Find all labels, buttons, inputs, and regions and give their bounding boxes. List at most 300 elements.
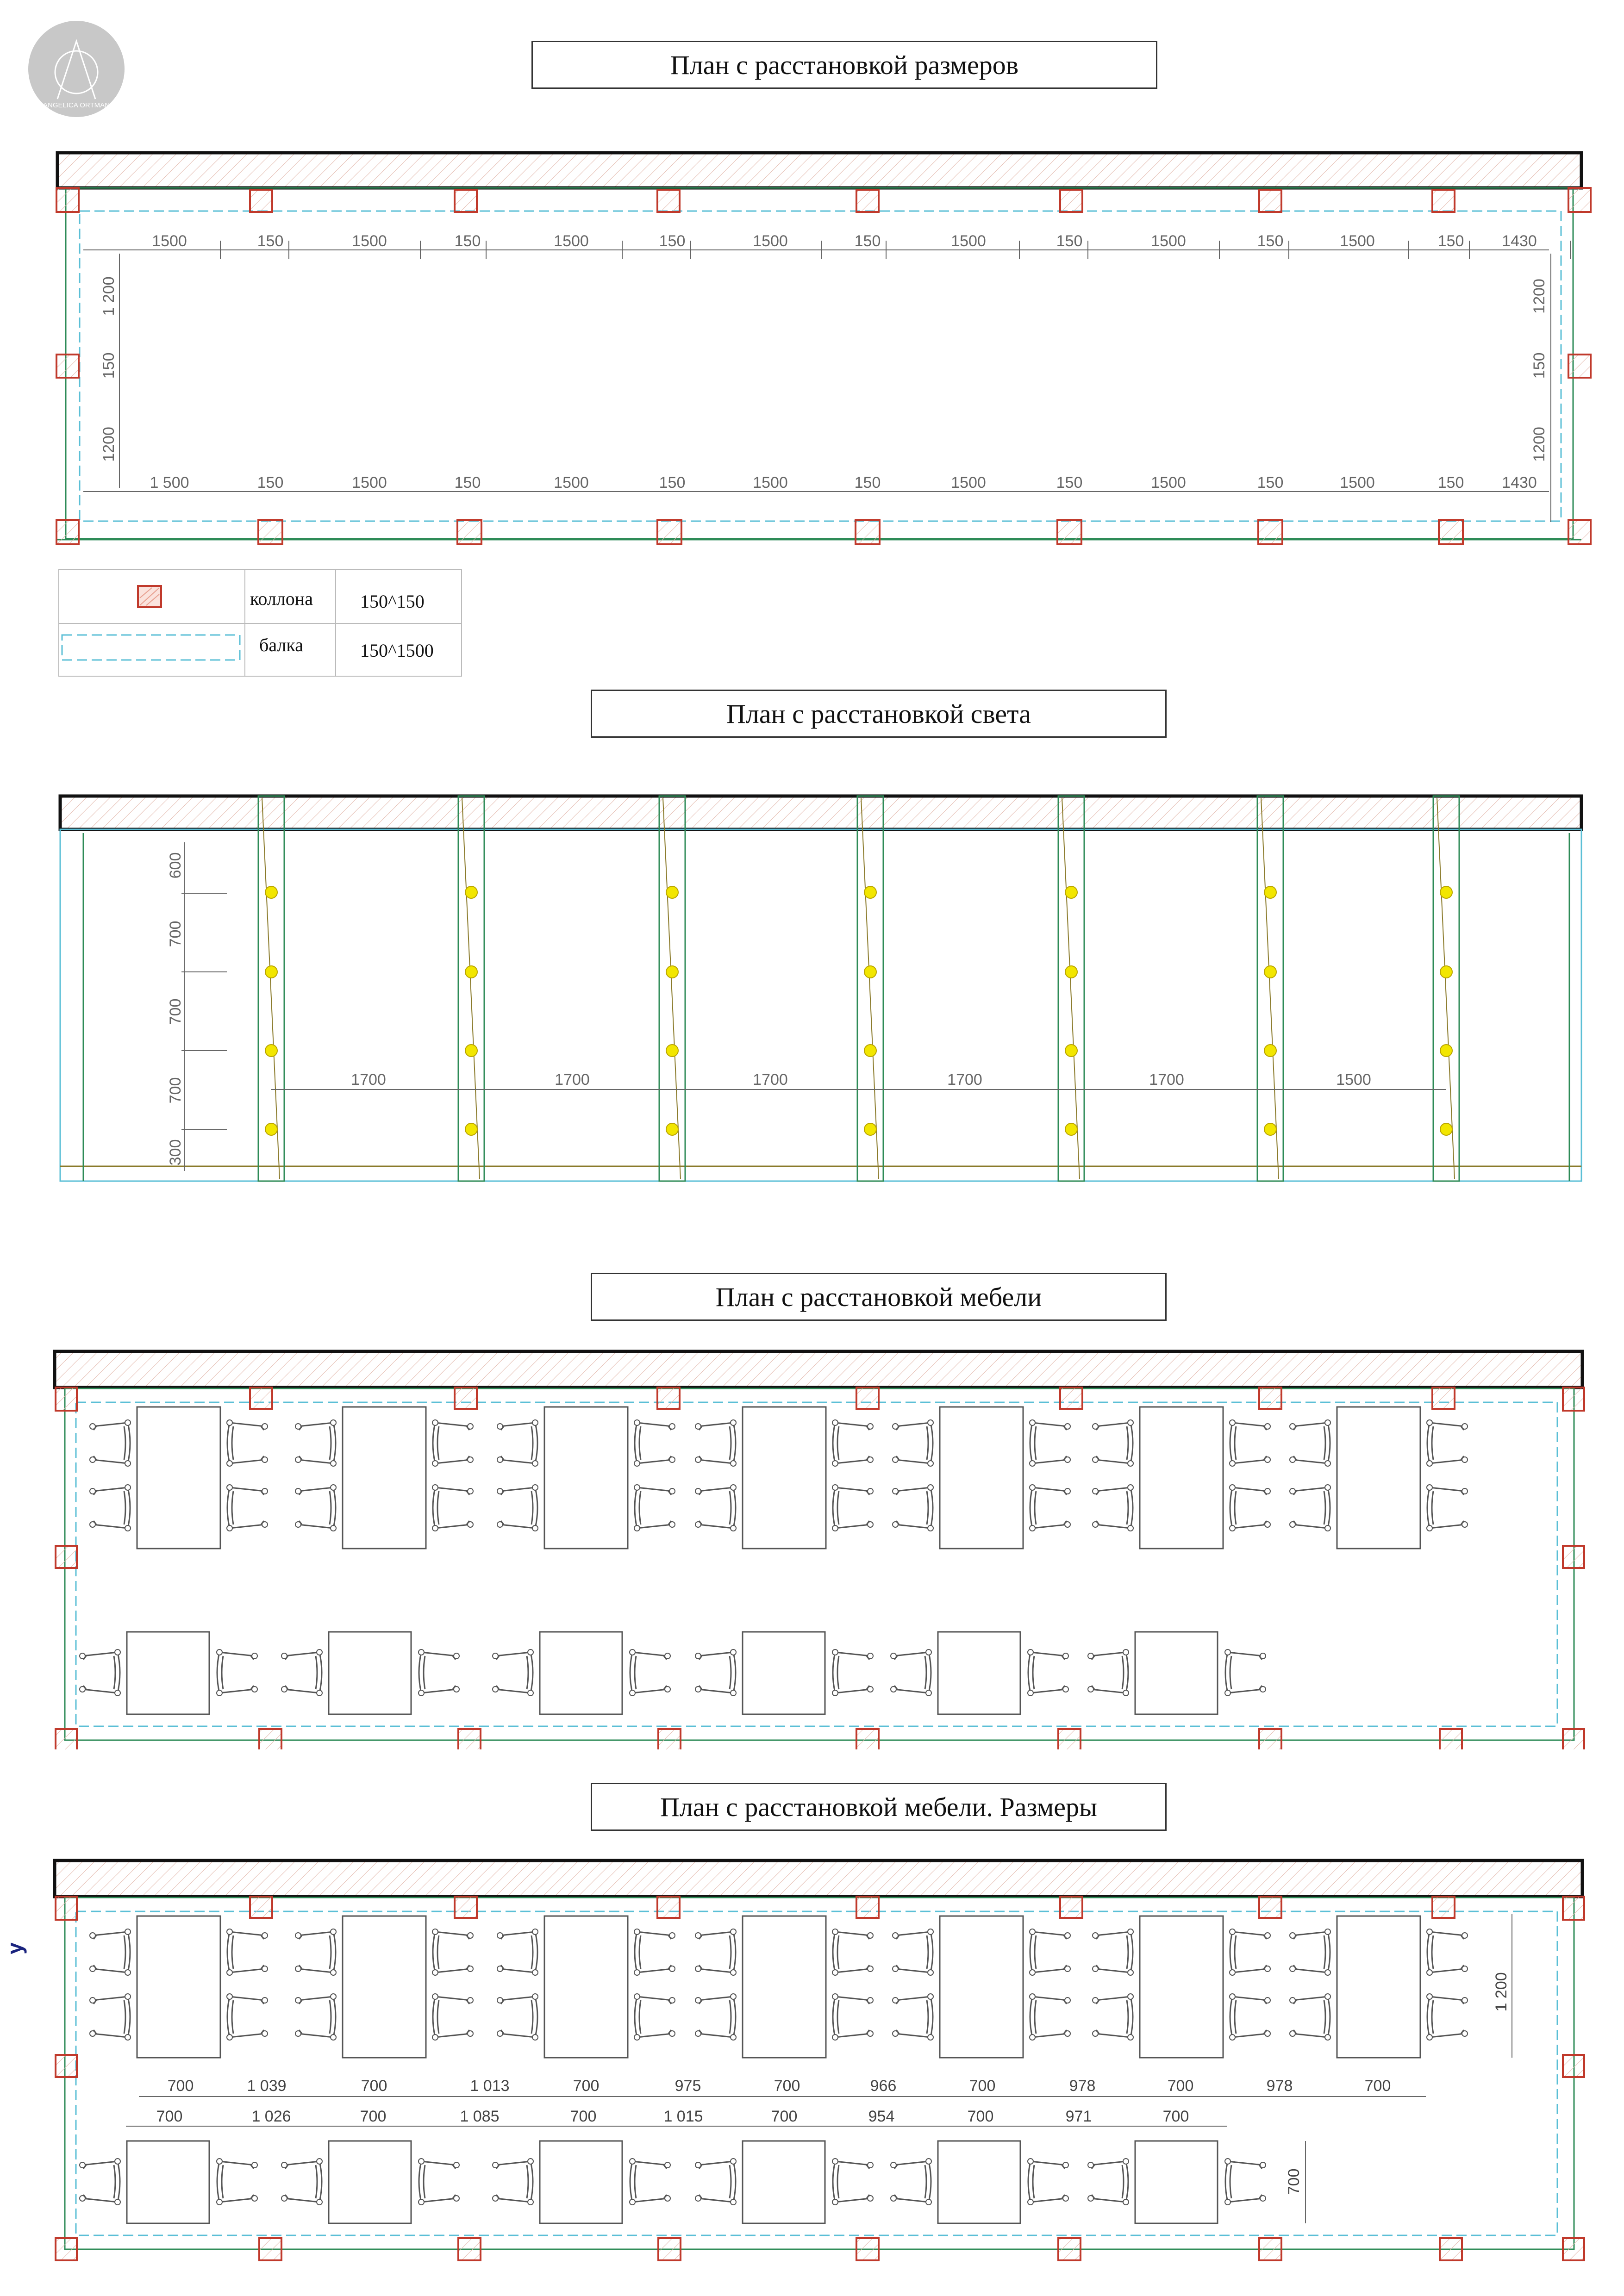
dimension-label: 1500 xyxy=(1340,474,1375,492)
dimension-label: 1 015 xyxy=(663,2108,703,2125)
chair-icon xyxy=(695,1929,736,1975)
chair-icon xyxy=(227,1929,268,1975)
column-icon xyxy=(1563,1897,1584,1920)
chair-outline xyxy=(698,1487,736,1528)
dimension-label: 150 xyxy=(854,474,881,492)
chair-leg xyxy=(1230,1929,1235,1935)
chair-leg xyxy=(80,2196,85,2201)
chair-leg xyxy=(1290,1488,1295,1494)
light-point-icon xyxy=(465,1123,477,1135)
chair-icon xyxy=(90,1485,131,1531)
chair-leg xyxy=(1123,1690,1129,1696)
chair-leg xyxy=(893,1457,898,1462)
chair-outline xyxy=(630,1652,668,1693)
chair-leg xyxy=(90,1424,95,1429)
title-plan-furniture: План с расстановкой мебели xyxy=(591,1273,1167,1321)
dimension-label: 1500 xyxy=(152,232,187,250)
chair-leg xyxy=(1462,1997,1468,2003)
chair-leg xyxy=(1265,1424,1270,1429)
chair-outline xyxy=(227,1423,265,1463)
chair-leg xyxy=(227,1929,232,1935)
light-point-icon xyxy=(465,886,477,898)
chair-outline xyxy=(1030,1932,1068,1972)
chair-leg xyxy=(1063,2162,1068,2168)
dimension-label: 1 200 xyxy=(1493,1972,1510,2012)
chair-outline xyxy=(495,2161,533,2202)
column-icon xyxy=(1440,1729,1462,1749)
chair-leg xyxy=(731,2159,736,2164)
dimension-label: 1 085 xyxy=(460,2108,500,2125)
chair-leg xyxy=(868,1488,873,1494)
chair-leg xyxy=(634,1994,640,1999)
chair-outline xyxy=(833,2161,870,2202)
chair-leg xyxy=(227,1420,232,1425)
chair-leg xyxy=(1030,1525,1035,1531)
chair-outline xyxy=(833,1487,870,1528)
column-icon xyxy=(657,1897,680,1918)
chair-leg xyxy=(1265,1457,1270,1462)
dimension-label: 1500 xyxy=(753,232,788,250)
chair-leg xyxy=(295,1966,301,1972)
chair-leg xyxy=(731,2199,736,2205)
light-point-icon xyxy=(1065,1123,1077,1135)
chair-leg xyxy=(832,1420,838,1425)
chair-leg xyxy=(928,1994,933,1999)
chair-leg xyxy=(926,1690,931,1696)
chair-leg xyxy=(1325,1420,1330,1425)
dimension-label: 1500 xyxy=(1151,232,1186,250)
chair-leg xyxy=(227,2035,232,2040)
dimension-label: 150 xyxy=(1530,352,1548,379)
table xyxy=(137,1407,220,1549)
chair-outline xyxy=(635,1423,672,1463)
chair-leg xyxy=(665,2196,670,2201)
dimension-label: 150 xyxy=(1257,232,1284,250)
chair-outline xyxy=(419,2161,456,2202)
chair-outline xyxy=(298,1997,336,2037)
chair-leg xyxy=(1290,1966,1295,1972)
chair-leg xyxy=(731,1485,736,1490)
chair-outline xyxy=(630,2161,668,2202)
chair-outline xyxy=(1095,1932,1133,1972)
column-icon xyxy=(1258,520,1282,544)
logo xyxy=(20,20,134,118)
plan-light xyxy=(0,778,1624,1194)
dimension-label: 150 xyxy=(1257,474,1284,492)
chair-icon xyxy=(832,1649,873,1696)
dimension-label: 971 xyxy=(1065,2108,1092,2125)
chair-outline xyxy=(1230,1997,1268,2037)
chair-icon xyxy=(1230,1994,1270,2040)
light-point-icon xyxy=(1264,1045,1276,1057)
dimension-label: 1700 xyxy=(555,1071,590,1089)
column-icon xyxy=(455,190,477,212)
chair-leg xyxy=(928,1485,933,1490)
chair-leg xyxy=(227,1525,232,1531)
chair-leg xyxy=(262,1522,268,1527)
dimension-label: 1700 xyxy=(947,1071,982,1089)
chair-leg xyxy=(1030,1420,1035,1425)
chair-leg xyxy=(1088,1653,1093,1659)
chair-outline xyxy=(833,1932,870,1972)
chair-icon xyxy=(1093,1994,1133,2040)
dimension-label: 150 xyxy=(454,232,481,250)
light-point-icon xyxy=(265,1123,277,1135)
dimension-label: 150 xyxy=(257,232,284,250)
chair-leg xyxy=(1427,1525,1432,1531)
chair-leg xyxy=(295,1933,301,1938)
chair-leg xyxy=(1325,1994,1330,1999)
chair-outline xyxy=(893,1652,931,1693)
table xyxy=(1135,1632,1218,1714)
chair-leg xyxy=(295,2031,301,2036)
chair-leg xyxy=(295,1424,301,1429)
chair-leg xyxy=(665,2162,670,2168)
chair-icon xyxy=(634,1420,675,1466)
chair-outline xyxy=(1230,1423,1268,1463)
column-icon xyxy=(1568,188,1591,212)
title-plan-sizes: План с расстановкой размеров xyxy=(531,41,1157,89)
chair-leg xyxy=(1065,2031,1070,2036)
chair-leg xyxy=(532,1525,538,1531)
table xyxy=(940,1916,1023,2058)
light-point-icon xyxy=(265,1045,277,1057)
chair-leg xyxy=(1230,1525,1235,1531)
chair-leg xyxy=(90,1522,95,1527)
chair-outline xyxy=(1030,1423,1068,1463)
chair-outline xyxy=(298,1487,336,1528)
light-point-icon xyxy=(1264,1123,1276,1135)
chair-leg xyxy=(695,2031,701,2036)
chair-leg xyxy=(532,1929,538,1935)
light-point-icon xyxy=(864,966,876,978)
chair-leg xyxy=(695,1933,701,1938)
chair-leg xyxy=(217,1649,222,1655)
chair-leg xyxy=(832,2035,838,2040)
chair-leg xyxy=(1030,1970,1035,1975)
chair-outline xyxy=(1030,1487,1068,1528)
plan-furniture-sizes xyxy=(0,1833,1624,2277)
chair-outline xyxy=(284,1652,322,1693)
light-wire xyxy=(262,798,280,1179)
chair-leg xyxy=(80,2162,85,2168)
chair-leg xyxy=(468,1933,473,1938)
chair-leg xyxy=(528,1649,533,1655)
chair-outline xyxy=(93,1423,130,1463)
chair-leg xyxy=(868,1933,873,1938)
column-icon xyxy=(1563,2055,1584,2077)
chair-leg xyxy=(1128,1994,1133,1999)
chair-icon xyxy=(1230,1485,1270,1531)
chair-leg xyxy=(497,1997,503,2003)
chair-leg xyxy=(532,1461,538,1466)
chair-leg xyxy=(454,2196,459,2201)
chair-outline xyxy=(298,1932,336,1972)
table xyxy=(1337,1916,1420,2058)
dimension-label: 700 xyxy=(361,2077,387,2095)
dimension-label: 1500 xyxy=(554,474,589,492)
chair-icon xyxy=(497,1929,538,1975)
chair-icon xyxy=(217,1649,257,1696)
chair-outline xyxy=(698,2161,736,2202)
chair-leg xyxy=(1128,1420,1133,1425)
chair-icon xyxy=(80,1649,120,1696)
chair-leg xyxy=(262,1457,268,1462)
dimension-label: 1500 xyxy=(753,474,788,492)
chair-leg xyxy=(217,2159,222,2164)
dimension-label: 1500 xyxy=(1340,232,1375,250)
column-icon xyxy=(56,1897,77,1920)
chair-leg xyxy=(532,1994,538,1999)
chair-icon xyxy=(493,2159,533,2205)
table xyxy=(938,2141,1020,2223)
chair-outline xyxy=(433,1423,470,1463)
chair-outline xyxy=(227,1487,265,1528)
chair-icon xyxy=(1088,1649,1129,1696)
wall xyxy=(57,153,1581,188)
chair-leg xyxy=(868,1457,873,1462)
chair-leg xyxy=(928,2035,933,2040)
chair-icon xyxy=(630,2159,670,2205)
chair-leg xyxy=(1123,2159,1129,2164)
chair-outline xyxy=(1091,1652,1128,1693)
light-point-icon xyxy=(1264,966,1276,978)
chair-leg xyxy=(1427,1970,1432,1975)
chair-icon xyxy=(1290,1929,1330,1975)
table xyxy=(743,1632,825,1714)
wall xyxy=(55,1860,1582,1897)
chair-leg xyxy=(1462,1457,1468,1462)
chair-icon xyxy=(893,1929,933,1975)
table xyxy=(127,1632,209,1714)
chair-icon xyxy=(295,1485,336,1531)
chair-leg xyxy=(1260,1653,1266,1659)
chair-leg xyxy=(1260,2196,1266,2201)
dimension-label: 1500 xyxy=(554,232,589,250)
column-icon xyxy=(56,1729,77,1749)
chair-leg xyxy=(1093,1488,1098,1494)
chair-leg xyxy=(832,2159,838,2164)
plan-furniture-sizes-drawing xyxy=(3,1860,1584,2260)
chair-outline xyxy=(1230,1487,1268,1528)
chair-outline xyxy=(298,1423,336,1463)
chair-leg xyxy=(1093,1966,1098,1972)
chair-leg xyxy=(1462,1488,1468,1494)
chair-outline xyxy=(895,1423,933,1463)
chair-leg xyxy=(832,1994,838,1999)
column-icon xyxy=(458,2238,481,2260)
table xyxy=(743,2141,825,2223)
chair-leg xyxy=(497,1488,503,1494)
chair-leg xyxy=(832,1525,838,1531)
chair-leg xyxy=(115,2199,120,2205)
chair-leg xyxy=(281,2162,287,2168)
beam-outline xyxy=(80,211,1561,521)
chair-leg xyxy=(731,1690,736,1696)
chair-leg xyxy=(1462,1933,1468,1938)
light-point-icon xyxy=(265,886,277,898)
chair-leg xyxy=(1265,1966,1270,1972)
column-icon xyxy=(56,2238,77,2260)
chair-leg xyxy=(432,2035,438,2040)
chair-leg xyxy=(295,1997,301,2003)
chair-leg xyxy=(669,1488,675,1494)
chair-leg xyxy=(432,1461,438,1466)
chair-leg xyxy=(891,1653,896,1659)
chair-leg xyxy=(669,1457,675,1462)
table xyxy=(544,1407,628,1549)
chair-leg xyxy=(1028,2199,1033,2205)
chair-icon xyxy=(1290,1420,1330,1466)
dimension-label: 1200 xyxy=(100,427,118,462)
table xyxy=(343,1407,426,1549)
dimension-label: 150 xyxy=(454,474,481,492)
chair-leg xyxy=(493,1686,498,1692)
wall xyxy=(60,796,1581,829)
chair-leg xyxy=(1290,1457,1295,1462)
dimension-label: 954 xyxy=(868,2108,895,2125)
chair-outline xyxy=(433,1997,470,2037)
chair-icon xyxy=(295,1929,336,1975)
chair-leg xyxy=(90,1488,95,1494)
column-icon xyxy=(1259,1897,1281,1918)
chair-leg xyxy=(497,1966,503,1972)
table xyxy=(544,1916,628,2058)
chair-outline xyxy=(833,1997,870,2037)
chair-leg xyxy=(432,1994,438,1999)
title-plan-light: План с расстановкой света xyxy=(591,690,1167,738)
chair-leg xyxy=(891,2162,896,2168)
chair-leg xyxy=(252,2162,257,2168)
column-icon xyxy=(856,190,879,212)
table xyxy=(127,2141,209,2223)
chair-leg xyxy=(418,1649,424,1655)
chair-leg xyxy=(891,2196,896,2201)
table xyxy=(743,1407,826,1549)
dimension-label: 700 xyxy=(167,1077,184,1104)
chair-icon xyxy=(891,1649,931,1696)
chair-icon xyxy=(1030,1485,1070,1531)
chair-leg xyxy=(868,1653,873,1659)
column-icon xyxy=(856,1897,879,1918)
chair-leg xyxy=(893,2031,898,2036)
chair-leg xyxy=(1230,1994,1235,1999)
chair-icon xyxy=(1427,1929,1468,1975)
dimension-label: 1500 xyxy=(951,232,986,250)
chair-icon xyxy=(630,1649,670,1696)
table xyxy=(137,1916,220,2058)
chair-leg xyxy=(252,1686,257,1692)
chair-leg xyxy=(1065,1966,1070,1972)
chair-outline xyxy=(895,1487,933,1528)
dimension-label: 1700 xyxy=(1149,1071,1184,1089)
column-icon xyxy=(856,1729,879,1749)
chair-icon xyxy=(634,1485,675,1531)
dimension-label: 150 xyxy=(1437,232,1464,250)
chair-leg xyxy=(418,2199,424,2205)
chair-leg xyxy=(1462,2031,1468,2036)
chair-outline xyxy=(217,2161,255,2202)
dimension-label: 1 500 xyxy=(150,474,189,492)
chair-leg xyxy=(497,1522,503,1527)
table xyxy=(540,2141,622,2223)
chair-leg xyxy=(80,1653,85,1659)
chair-leg xyxy=(493,2196,498,2201)
table xyxy=(1140,1407,1223,1549)
chair-outline xyxy=(1095,1423,1133,1463)
light-wire xyxy=(462,798,480,1179)
column-icon xyxy=(1259,2238,1281,2260)
chair-outline xyxy=(1095,1487,1133,1528)
chair-leg xyxy=(497,1457,503,1462)
wall xyxy=(55,1351,1582,1388)
light-point-icon xyxy=(1440,966,1452,978)
chair-leg xyxy=(634,1525,640,1531)
chair-leg xyxy=(669,1997,675,2003)
chair-leg xyxy=(468,1966,473,1972)
chair-leg xyxy=(669,1522,675,1527)
chair-leg xyxy=(926,1649,931,1655)
plan-furniture xyxy=(0,1333,1624,1749)
chair-leg xyxy=(868,2031,873,2036)
chair-icon xyxy=(281,1649,322,1696)
chair-icon xyxy=(432,1420,473,1466)
chair-leg xyxy=(1030,1461,1035,1466)
chair-leg xyxy=(868,1686,873,1692)
dimension-label: 1500 xyxy=(352,474,387,492)
chair-icon xyxy=(1290,1485,1330,1531)
chair-outline xyxy=(1293,1487,1330,1528)
chair-leg xyxy=(454,1653,459,1659)
chair-leg xyxy=(832,1690,838,1696)
chair-leg xyxy=(695,1424,701,1429)
chair-icon xyxy=(432,1994,473,2040)
chair-leg xyxy=(1290,1933,1295,1938)
chair-leg xyxy=(634,1929,640,1935)
chair-icon xyxy=(80,2159,120,2205)
column-icon xyxy=(658,2238,681,2260)
chair-leg xyxy=(90,1457,95,1462)
chair-outline xyxy=(1427,1423,1465,1463)
light-point-icon xyxy=(1065,1045,1077,1057)
dimension-label: 700 xyxy=(360,2108,387,2125)
chair-leg xyxy=(928,1461,933,1466)
chair-leg xyxy=(832,1970,838,1975)
light-point-icon xyxy=(864,1123,876,1135)
chair-leg xyxy=(331,1485,336,1490)
chair-leg xyxy=(317,2159,322,2164)
dimension-label: 150 xyxy=(1056,474,1083,492)
chair-leg xyxy=(262,1424,268,1429)
column-icon xyxy=(1060,1388,1082,1409)
chair-icon xyxy=(891,2159,931,2205)
chair-icon xyxy=(695,1994,736,2040)
chair-leg xyxy=(1093,1457,1098,1462)
chair-leg xyxy=(262,1997,268,2003)
chair-leg xyxy=(928,1970,933,1975)
chair-leg xyxy=(317,2199,322,2205)
chair-icon xyxy=(227,1994,268,2040)
chair-leg xyxy=(893,1966,898,1972)
chair-outline xyxy=(495,1652,533,1693)
chair-outline xyxy=(82,2161,120,2202)
legend-column-size: 150^150 xyxy=(336,570,461,624)
dimension-label: 700 xyxy=(1285,2168,1303,2195)
chair-icon xyxy=(227,1485,268,1531)
chair-leg xyxy=(295,1488,301,1494)
chair-outline xyxy=(217,1652,255,1693)
chair-leg xyxy=(731,1525,736,1531)
